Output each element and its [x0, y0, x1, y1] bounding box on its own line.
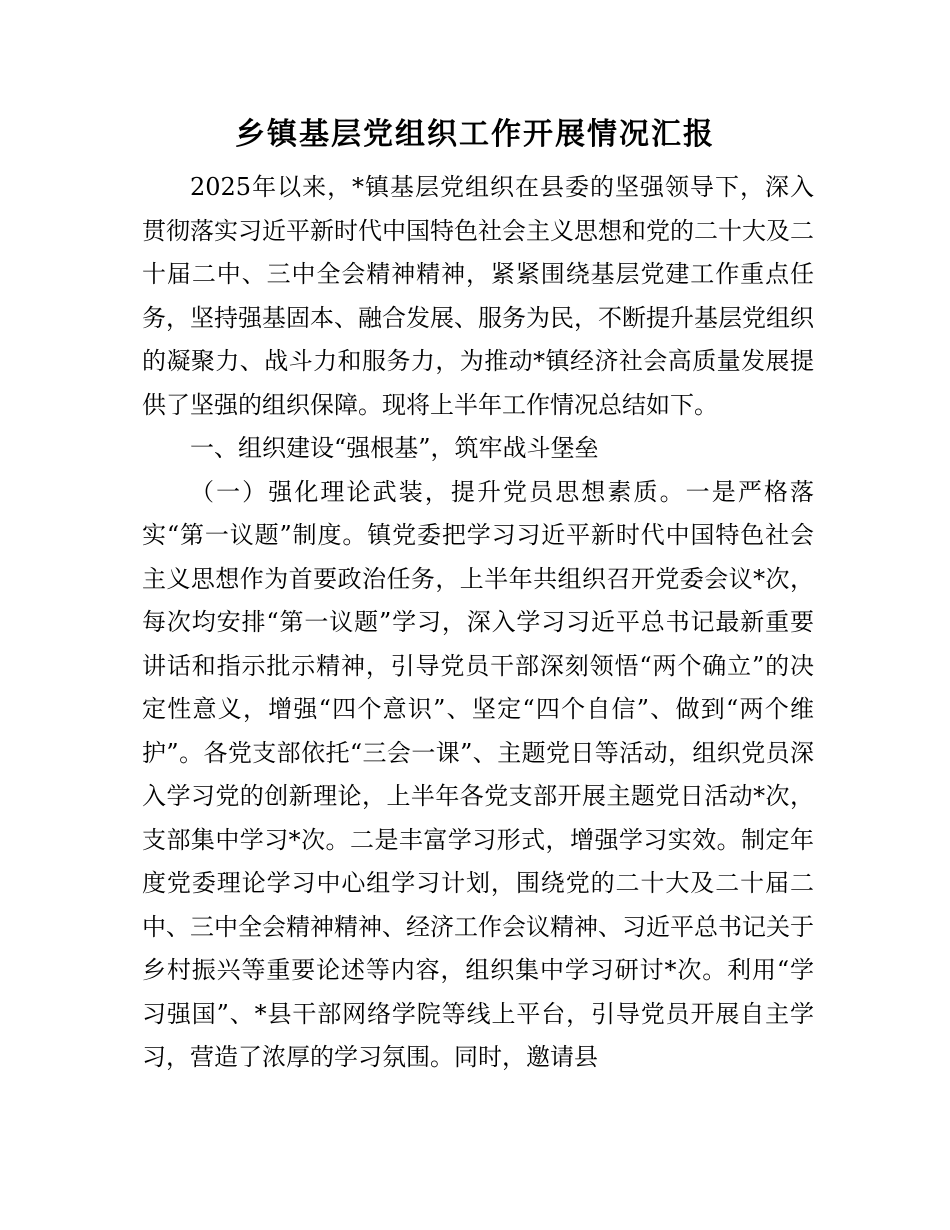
section-heading: 一、组织建设“强根基”，筑牢战斗堡垒: [190, 434, 599, 462]
intro-paragraph: 2025年以来，*镇基层党组织在县委的坚强领导下，深入贯彻落实习近平新时代中国特色社会主义思想和党的二十大及二十届二中、三中全会精神精神，紧紧围绕基层党建工作重点任务，坚持强基固本、融合发展、服务为民，不断提升基层党组织的凝聚力、战斗力和服务力，为推动*镇经济社会高质量发展提供了坚强的组织保障。现将上半年工作情况总结如下。: [142, 173, 814, 419]
subsection-paragraph: （一）强化理论武装，提升党员思想素质。一是严格落实“第一议题”制度。镇党委把学习习近平新时代中国特色社会主义思想作为首要政治任务，上半年共组织召开党委会议*次，每次均安排“第一议题”学习，深入学习习近平总书记最新重要讲话和指示批示精神，引导党员干部深刻领悟“两个确立”的决定性意义，增强“四个意识”、坚定“四个自信”、做到“两个维护”。各党支部依托“三会一课”、主题党日等活动，组织党员深入学习党的创新理论，上半年各党支部开展主题党日活动*次，支部集中学习*次。二是丰富学习形式，增强学习实效。制定年度党委理论学习中心组学习计划，围绕党的二十大及二十届二中、三中全会精神精神、经济工作会议精神、习近平总书记关于乡村振兴等重要论述等内容，组织集中学习研讨*次。利用“学习强国”、*县干部网络学院等线上平台，引导党员开展自主学习，营造了浓厚的学习氛围。同时，邀请县: [142, 477, 814, 1071]
document-title: 乡镇基层党组织工作开展情况汇报: [235, 117, 715, 152]
document-body: [142, 166, 814, 1080]
